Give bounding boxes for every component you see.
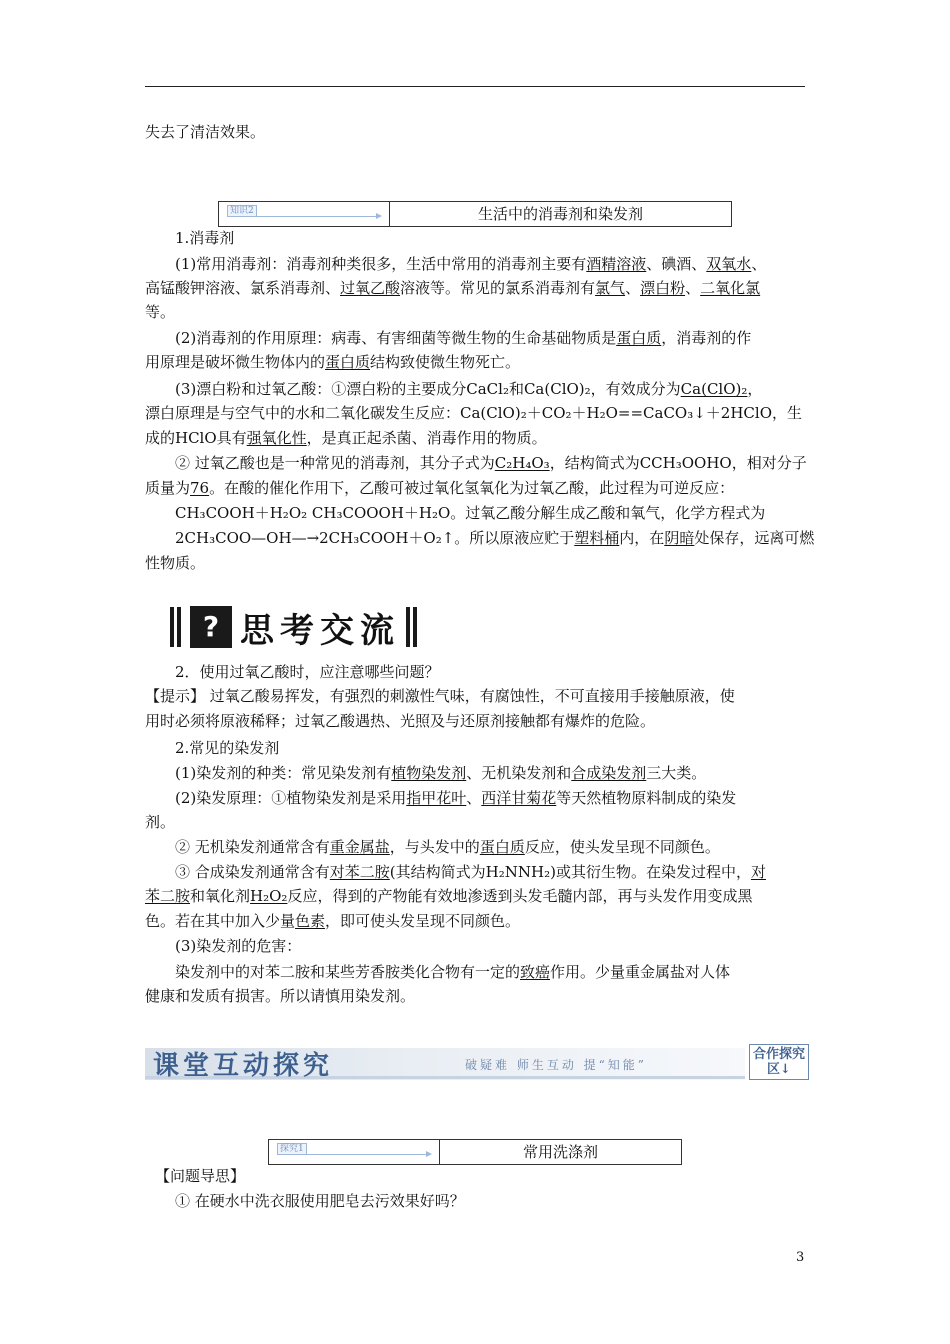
section-heading: 2.常见的染发剂: [175, 739, 280, 757]
hint-line: 【提示】 过氧乙酸易挥发，有强烈的刺激性气味，有腐蚀性，不可直接用手接触原液，使: [145, 687, 735, 705]
arrow-icon: [229, 216, 379, 217]
text-line: 色。若在其中加入少量色素，即可使头发呈现不同颜色。: [145, 912, 521, 930]
text-line: (1)染发剂的种类：常见染发剂有植物染发剂、无机染发剂和合成染发剂三大类。: [175, 764, 707, 782]
text-line: ② 无机染发剂通常含有重金属盐，与头发中的蛋白质反应，使头发呈现不同颜色。: [175, 838, 720, 856]
banner-side-box: 合作探究区↓: [749, 1044, 809, 1080]
think-title: 思考交流: [240, 610, 400, 651]
text-line: (3)染发剂的危害：: [175, 937, 302, 955]
text-line: (3)漂白粉和过氧乙酸：①漂白粉的主要成分CaCl₂和Ca(ClO)₂，有效成分为Ca(ClO)₂，: [175, 380, 763, 398]
text-line: (2)消毒剂的作用原理：病毒、有害细菌等微生物的生命基础物质是蛋白质，消毒剂的作: [175, 329, 752, 347]
text-line: 质量为76。在酸的催化作用下，乙酸可被过氧化氢氧化为过氧乙酸，此过程为可逆反应：: [145, 479, 735, 497]
knowledge-title: 生活中的消毒剂和染发剂: [477, 205, 643, 223]
text-line: ③ 合成染发剂通常含有对苯二胺(其结构简式为H₂NNH₂)或其衍生物。在染发过程中，对: [175, 863, 766, 881]
text-line: 等。: [145, 303, 176, 321]
equation-line: 2CH₃COO—OH—→2CH₃COOH＋O₂↑。所以原液应贮于塑料桶内，在阴暗处保存，远离可燃: [175, 529, 815, 547]
knowledge-tag: 知识2: [227, 205, 257, 217]
bar-decoration: [170, 607, 174, 647]
knowledge-tag: 探究1: [277, 1143, 307, 1155]
guide-heading: 【问题导思】: [155, 1167, 246, 1185]
text-line: 用原理是破坏微生物体内的蛋白质结构致使微生物死亡。: [145, 353, 521, 371]
classroom-banner: [145, 1048, 813, 1080]
hint-line: 用时必须将原液稀释；过氧乙酸遇热、光照及与还原剂接触都有爆炸的危险。: [145, 712, 656, 730]
question-line: 2．使用过氧乙酸时，应注意哪些问题？: [175, 663, 440, 681]
page-number: 3: [796, 1250, 805, 1265]
text-line: 漂白原理是与空气中的水和二氧化碳发生反应：Ca(ClO)₂＋CO₂＋H₂O==CaCO₃↓＋2HClO，生: [145, 404, 802, 422]
knowledge-label: [219, 202, 390, 226]
text-line: 剂。: [145, 813, 176, 831]
text-line: 性物质。: [145, 554, 206, 572]
text-line: 染发剂中的对苯二胺和某些芳香胺类化合物有一定的致癌作用。少量重金属盐对人体: [175, 963, 731, 981]
bar-decoration: [177, 607, 181, 647]
banner-title: 课堂互动探究: [153, 1051, 334, 1081]
question-line: ① 在硬水中洗衣服使用肥皂去污效果好吗？: [175, 1192, 465, 1210]
header-rule: [145, 86, 805, 87]
knowledge-box-1: [218, 201, 732, 227]
think-exchange-header: [170, 604, 420, 650]
knowledge-label: [269, 1140, 440, 1164]
arrow-icon: [279, 1154, 429, 1155]
text-line: 苯二胺和氧化剂H₂O₂反应，得到的产物能有效地渗透到头发毛髓内部，再与头发作用变成黑: [145, 887, 753, 905]
text-line: ② 过氧乙酸也是一种常见的消毒剂，其分子式为C₂H₄O₃，结构简式为CCH₃OOHO，相对分子: [175, 454, 807, 472]
text-line: 健康和发质有损害。所以请慎用染发剂。: [145, 987, 416, 1005]
text-line: 失去了清洁效果。: [145, 123, 266, 141]
section-heading: 1.消毒剂: [175, 229, 235, 247]
bar-decoration: [413, 607, 417, 647]
text-line: 成的HClO具有强氧化性，是真正起杀菌、消毒作用的物质。: [145, 429, 547, 447]
question-icon: ?: [190, 606, 232, 648]
banner-subtitle: 破疑难 师生互动 提“知能”: [465, 1058, 647, 1072]
knowledge-title: 常用洗涤剂: [522, 1143, 598, 1161]
equation-line: CH₃COOH＋H₂O₂ CH₃COOOH＋H₂O。过氧乙酸分解生成乙酸和氧气，化学方程式为: [175, 504, 766, 522]
text-line: 高锰酸钾溶液、氯系消毒剂、过氧乙酸溶液等。常见的氯系消毒剂有氯气、漂白粉、二氧化氯: [145, 279, 761, 297]
bar-decoration: [406, 607, 410, 647]
knowledge-box-2: [268, 1139, 682, 1165]
text-line: (1)常用消毒剂：消毒剂种类很多，生活中常用的消毒剂主要有酒精溶液、碘酒、双氧水、: [175, 255, 767, 273]
text-line: (2)染发原理：①植物染发剂是采用指甲花叶、西洋甘菊花等天然植物原料制成的染发: [175, 789, 737, 807]
